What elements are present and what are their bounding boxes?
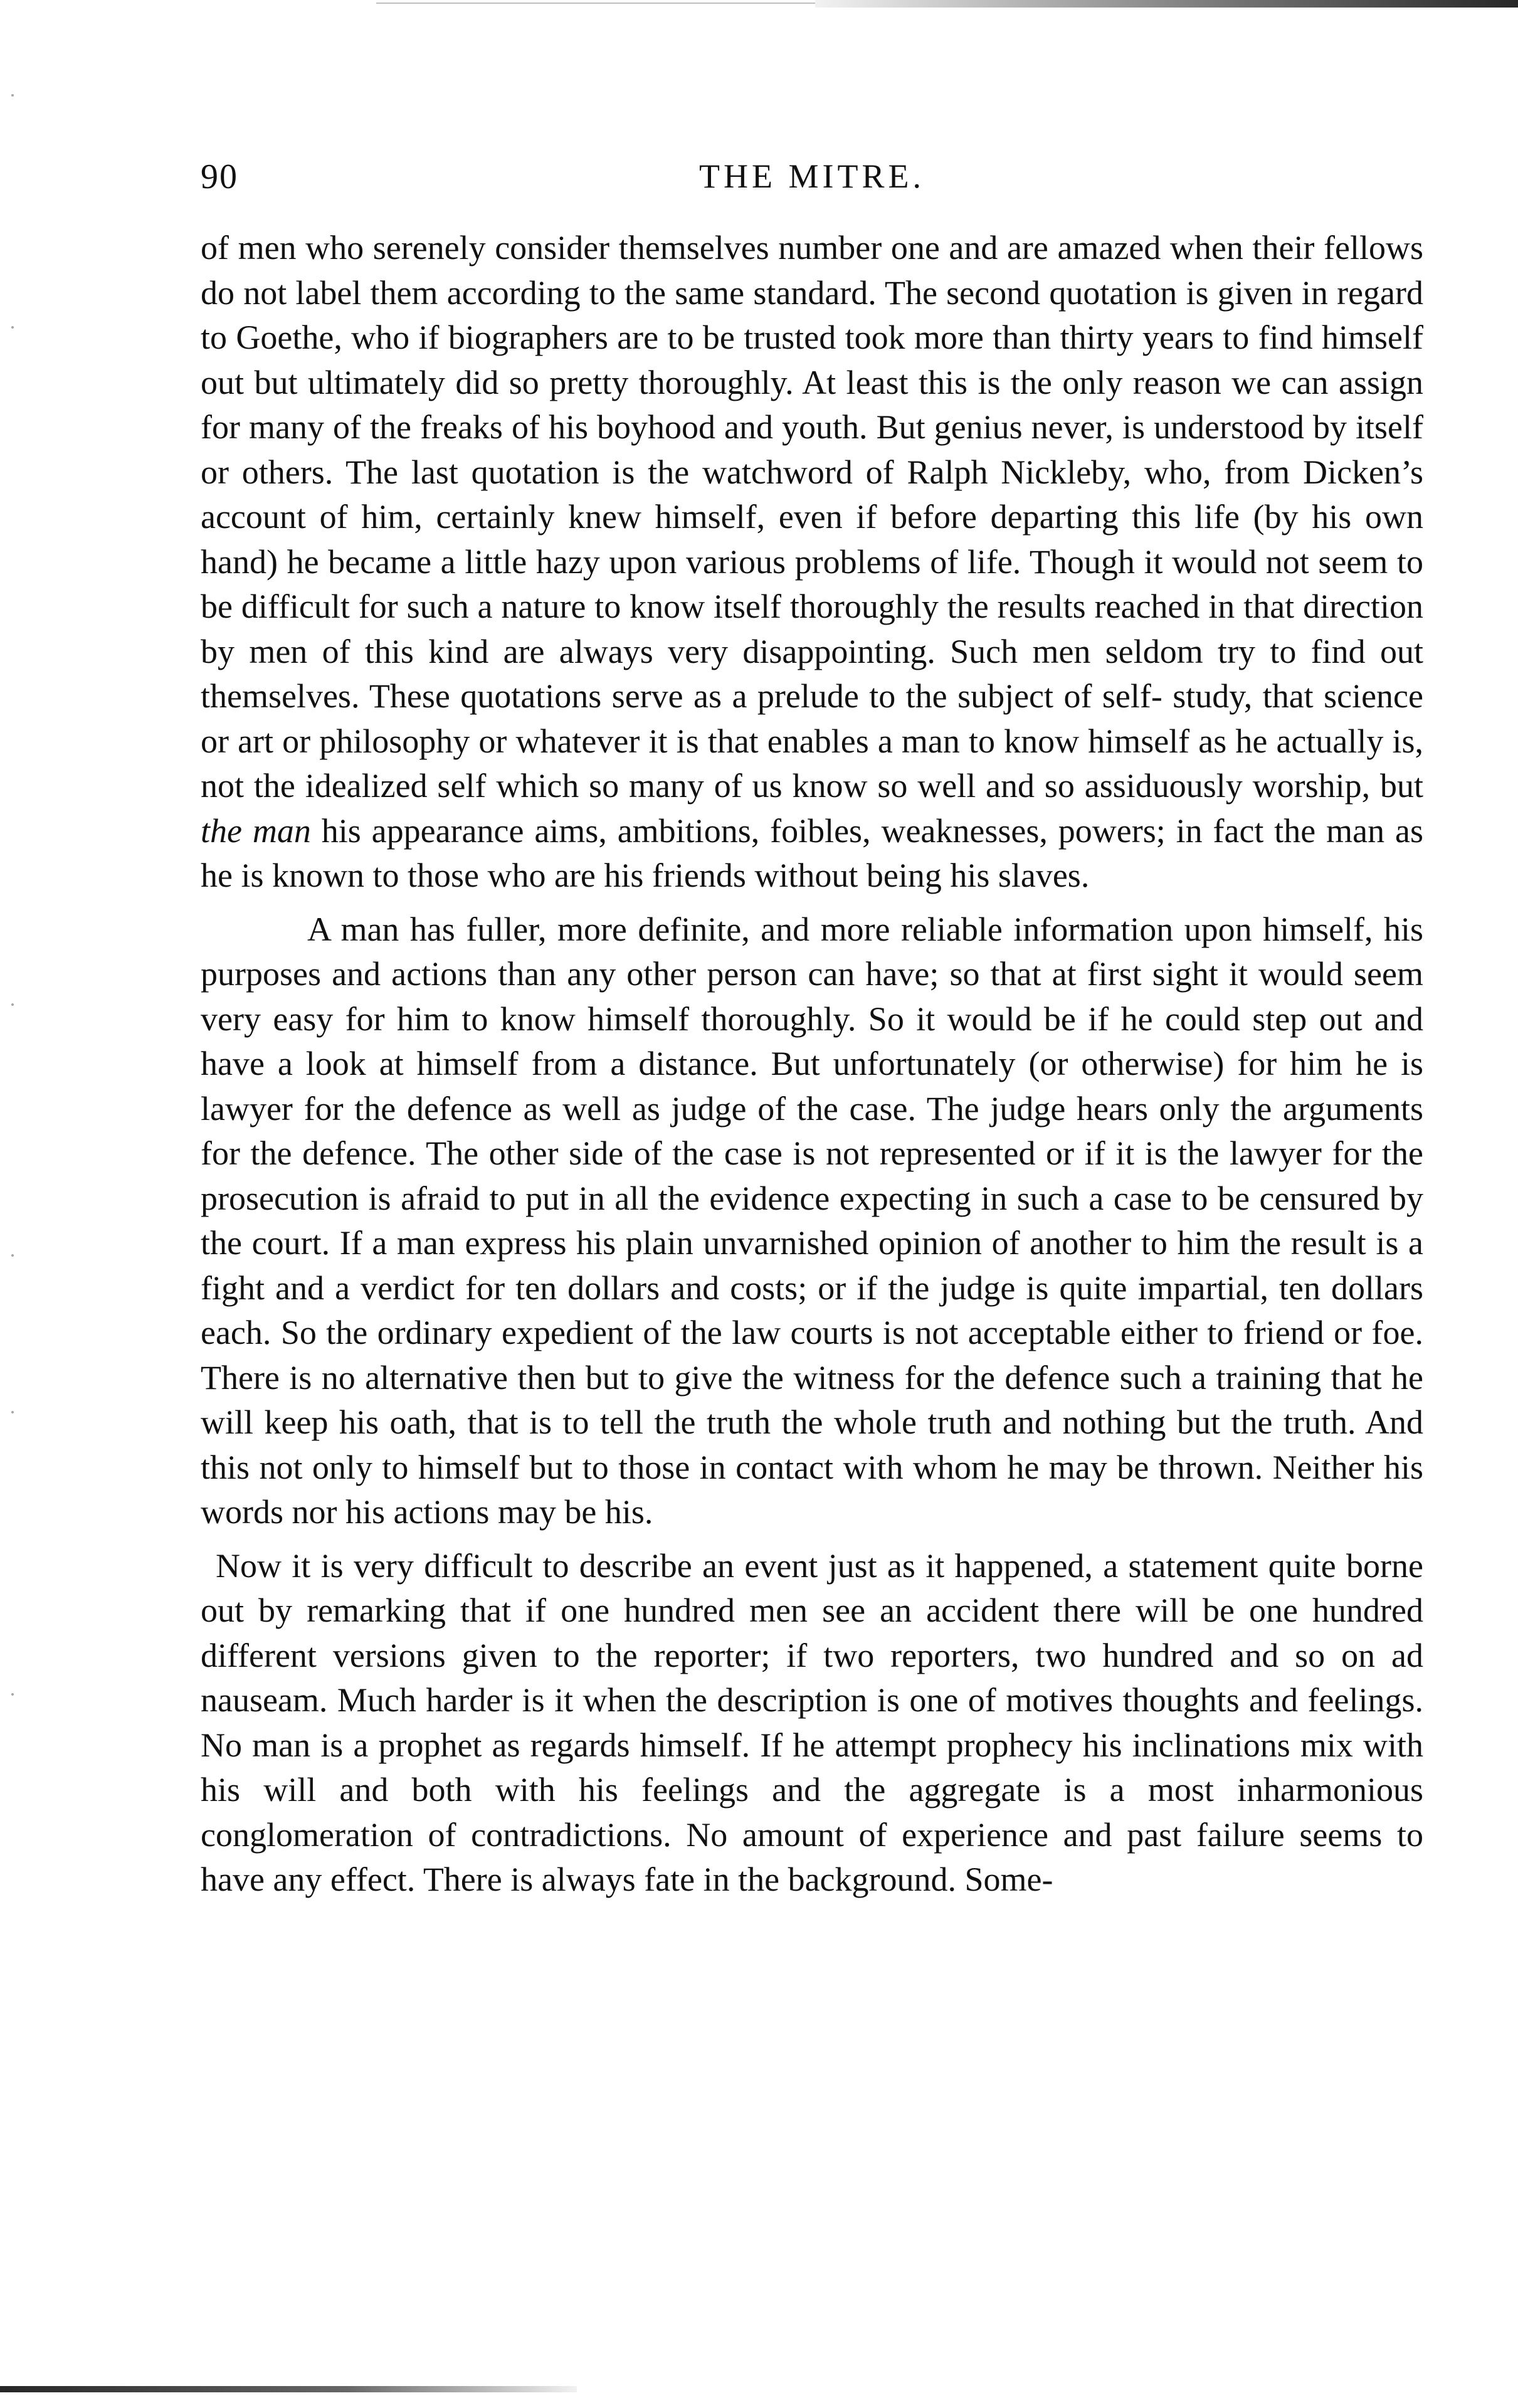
paragraph-2: A man has fuller, more definite, and more reliable information upon himself, his purposes and actions than any other person can have; so that at first sight it would seem very easy for him to know himself thoroughly. So it would be if he could step out and have a look at himself from a distance. But unfortunately (or otherwise) for him he is lawyer for the defence as well as judge of the case. The judge hears only the arguments for the defence. The other side of the case is not represented or if it is the lawyer for the prosecution is afraid to put in all the evidence expecting in such a case to be censured by the court. If a man express his plain unvarnished opinion of another to him the result is a fight and a verdict for ten dollars and costs; or if the judge is quite impartial, ten dollars each. So the ordinary expedient of the law courts is not acceptable either to friend or foe. There is no alternative then but to give the witness for the defence such a training that he will keep his oath, that is to tell the truth the whole truth and nothing but the truth. And this not only to himself but to those in contact with whom he may be thrown. Neither his words nor his actions may be his. <box>201 910 1423 1531</box>
paragraph-3: Now it is very difficult to describe an event just as it happened, a statement quite borne out by remarking that if one hundred men see an accident there will be one hundred different versions given to the reporter; if two reporters, two hundred and so on ad nauseam. Much harder is it when the description is one of motives thoughts and feelings. No man is a prophet as regards himself. If he attempt prophecy his inclinations mix with his will and both with his feelings and the aggregate is a most inharmonious conglomeration of contradictions. No amount of experience and past failure seems to have any effect. There is always fate in the background. Some- <box>201 1546 1423 1898</box>
top-edge-shadow <box>815 0 1518 8</box>
paragraph-1 <box>201 226 1423 899</box>
article-body <box>201 226 1423 1903</box>
running-title: THE MITRE. <box>699 157 925 195</box>
bottom-edge-shadow <box>0 2386 577 2392</box>
page-number: 90 <box>201 157 238 196</box>
left-margin-specks <box>0 0 25 2408</box>
paragraph-1-emphasis: the man <box>201 811 311 850</box>
paragraph-1-text: of men who serenely consider themselves number one and are amazed when their fellows do not label them according to the same standard. The second quotation is given in regard to Goethe, who if biographers are to be trusted took more than thirty years to find himself out but ultimately did so pretty thoroughly. At least this is the only reason we can assign for many of the freaks of his boyhood and youth. But genius never, is understood by itself or others. The last quotation is the watchword of Ralph Nickleby, who, from Dicken’s account of him, certainly knew himself, even if before departing this life (by his own hand) he became a little hazy upon various problems of life. Though it would not seem to be difficult for such a nature to know itself thoroughly the results reached in that direction by men of this kind are always very disappointing. Such men seldom try to find out themselves. These quotations serve as a prelude to the subject of self- study, that science or art or philosophy or whatever it is that enables a man to know himself as he actually is, not the idealized self which so many of us know so well and so assiduously worship, but <box>201 229 1423 805</box>
page-header <box>201 157 1423 207</box>
top-edge-line <box>376 3 815 4</box>
paragraph-1-text-end: his appearance aims, ambitions, foibles, weaknesses, powers; in fact the man as he is known to those who are his friends without being his slaves. <box>201 811 1424 894</box>
